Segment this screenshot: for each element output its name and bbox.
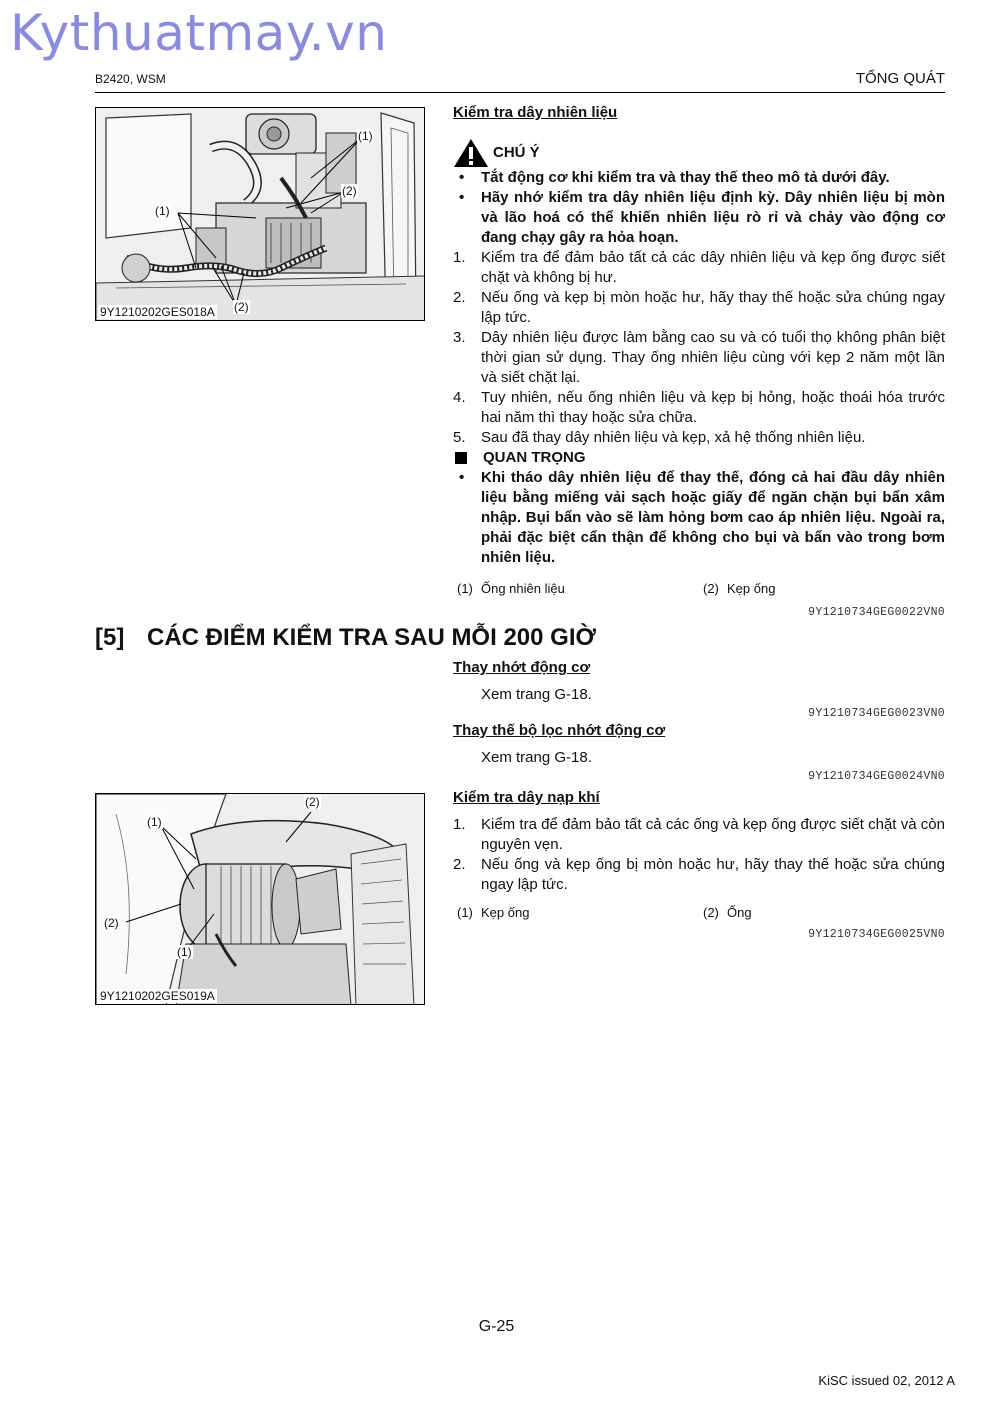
- caution-bullet: • Hãy nhớ kiểm tra dây nhiên liệu định kỳ. Dây nhiên liệu bị mòn và lão hoá có thể khiến nhiên liệu rò rỉ và chảy vào động cơ đang chạy gây ra hỏa hoạn.: [459, 189, 945, 246]
- oil-filter-heading: Thay thế bộ lọc nhớt động cơ: [453, 722, 666, 739]
- oil-filter-doc-code: 9Y1210734GEG0024VN0: [808, 770, 945, 783]
- fuel-step: 2. Nếu ống và kẹp bị mòn hoặc hư, hãy thay thế hoặc sửa chúng ngay lập tức.: [453, 289, 945, 326]
- important-title: QUAN TRỌNG: [483, 449, 586, 466]
- legend-item: (2) Kẹp ống: [703, 581, 776, 596]
- header-rule: [95, 92, 945, 93]
- legend-item: (2) Ống: [703, 905, 752, 920]
- important-title-row: [453, 448, 945, 468]
- important-bullet: • Khi tháo dây nhiên liệu để thay thế, đóng cả hai đầu dây nhiên liệu bằng miếng vải sạch hoặc giấy để ngăn chặn bụi bẩn xâm nhập. Bụi bẩn vào sẽ làm hỏng bơm cao áp nhiên liệu. Ngoài ra, phải đặc biệt cẩn thận để không cho bụi và bẩn vào trong bơm nhiên liệu.: [459, 469, 945, 566]
- fuel-step: 4. Tuy nhiên, nếu ống nhiên liệu và kẹp bị hỏng, hoặc thoái hóa trước hai năm thì thay hoặc sửa chữa.: [453, 389, 945, 426]
- fuel-doc-code: 9Y1210734GEG0022VN0: [808, 606, 945, 619]
- section-title: [5] CÁC ĐIỂM KIỂM TRA SAU MỖI 200 GIỜ: [95, 624, 596, 651]
- engine-fuel-lines-illustration: [96, 108, 425, 321]
- caution-bullet: • Tắt động cơ khi kiểm tra và thay thế theo mô tả dưới đây.: [459, 169, 890, 186]
- legend-item: (1) Ống nhiên liệu: [457, 581, 565, 596]
- intake-step: 2. Nếu ống và kẹp ống bị mòn hoặc hư, hãy thay thế hoặc sửa chúng ngay lập tức.: [453, 856, 945, 893]
- intake-hose-figure: [95, 793, 425, 1005]
- figure2-code: 9Y1210202GES019A: [100, 989, 215, 1003]
- fuel-step: 3. Dây nhiên liệu được làm bằng cao su và có tuổi thọ không phân biệt thời gian sử dụng. Thay ống nhiên liệu cùng với kẹp 2 năm một lần và siết chặt lại.: [453, 329, 945, 386]
- intake-step: 1. Kiểm tra để đảm bảo tất cả các ống và kẹp ống được siết chặt và còn nguyên vẹn.: [453, 816, 945, 853]
- warning-triangle-icon: [453, 138, 489, 168]
- figure1-callout-2-bottom: (2): [234, 300, 249, 314]
- caution-title-row: [453, 138, 945, 168]
- oil-filter-text: Xem trang G-18.: [481, 749, 592, 766]
- figure2-callout-1-bottom: (1): [177, 945, 192, 959]
- figure1-callout-2-right: (2): [342, 184, 357, 198]
- fuel-line-figure: [95, 107, 425, 321]
- oil-change-heading: Thay nhớt động cơ: [453, 659, 591, 676]
- intake-heading: Kiểm tra dây nạp khí: [453, 789, 600, 806]
- fuel-step: 5. Sau đã thay dây nhiên liệu và kẹp, xả hệ thống nhiên liệu.: [453, 429, 866, 446]
- oil-change-text: Xem trang G-18.: [481, 686, 592, 703]
- important-square-icon: [455, 452, 467, 464]
- header-manual-id: B2420, WSM: [95, 72, 166, 86]
- figure1-code: 9Y1210202GES018A: [100, 305, 215, 319]
- fuel-step: 1. Kiểm tra để đảm bảo tất cả các dây nhiên liệu và kẹp ống được siết chặt và không bị hư.: [453, 249, 945, 286]
- figure2-callout-1-top: (1): [147, 815, 162, 829]
- footer-issue: KiSC issued 02, 2012 A: [818, 1373, 955, 1388]
- caution-block: [453, 138, 945, 568]
- header-chapter-title: TỔNG QUÁT: [855, 70, 945, 87]
- oil-change-doc-code: 9Y1210734GEG0023VN0: [808, 707, 945, 720]
- page-number: G-25: [478, 1318, 515, 1335]
- figure1-callout-1-left: (1): [155, 204, 170, 218]
- intake-doc-code: 9Y1210734GEG0025VN0: [808, 928, 945, 941]
- fuel-legend: [453, 581, 945, 596]
- caution-title: CHÚ Ý: [493, 144, 540, 161]
- legend-item: (1) Kẹp ống: [457, 905, 530, 920]
- watermark: Kythuatmay.vn: [10, 4, 388, 62]
- intake-legend: [453, 905, 945, 920]
- fuel-line-heading: Kiểm tra dây nhiên liệu: [453, 104, 618, 121]
- figure2-callout-2-left: (2): [104, 916, 119, 930]
- figure1-callout-1-top: (1): [358, 129, 373, 143]
- figure2-callout-2-top: (2): [305, 795, 320, 809]
